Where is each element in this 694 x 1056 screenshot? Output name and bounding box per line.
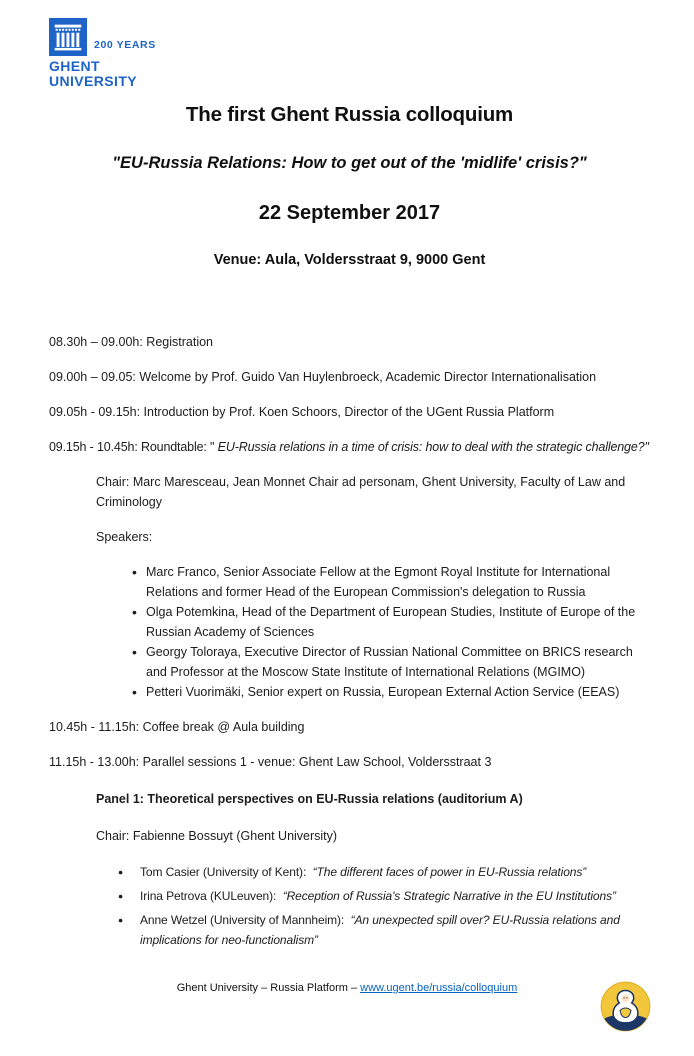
- panel-speaker-paper-title: “The different faces of power in EU-Russia relations”: [312, 864, 587, 879]
- colloquium-theme: "EU-Russia Relations: How to get out of the 'midlife' crisis?": [112, 153, 587, 172]
- colloquium-link[interactable]: www.ugent.be/russia/colloquium: [360, 982, 518, 994]
- roundtable-quote: EU-Russia relations in a time of crisis: how to deal with the strategic challenge?": [217, 439, 649, 454]
- russia-platform-matryoshka-icon: [599, 980, 652, 1033]
- panel-speaker-name: Irina Petrova (KULeuven):: [140, 888, 277, 903]
- event-venue: Venue: Aula, Voldersstraat 9, 9000 Gent: [213, 251, 486, 268]
- panel-speaker-name: Anne Wetzel (University of Mannheim):: [140, 912, 345, 927]
- schedule-line-welcome: 09.00h – 09.05: Welcome by Prof. Guido Van Huylenbroeck, Academic Director Internationalisation: [49, 369, 597, 384]
- speaker-item: • Marc Franco, Senior Associate Fellow at the Egmont Royal Institute for International Relations and former Head of the European Commission's delegation to Russia: [131, 562, 636, 602]
- page-footer: [0, 982, 694, 994]
- panel-speaker-paper-title: “An unexpected spill over? EU-Russia relations and implications for neo-functionalism”: [140, 912, 620, 947]
- speakers-list: [49, 562, 650, 702]
- event-date: 22 September 2017: [258, 201, 441, 224]
- panel-speaker-item: [118, 910, 628, 950]
- panel1-title: Panel 1: Theoretical perspectives on EU-Russia relations (auditorium A): [96, 791, 523, 806]
- programme-schedule: [49, 332, 650, 950]
- roundtable-prefix: 09.15h - 10.45h: Roundtable: ": [49, 439, 218, 454]
- speaker-item: • Olga Potemkina, Head of the Department of European Studies, Institute of Europe of the Russian Academy of Sciences: [131, 602, 636, 642]
- speakers-label: Speakers:: [96, 529, 153, 544]
- panel-speaker-item: [118, 862, 628, 882]
- schedule-line-registration: 08.30h – 09.00h: Registration: [49, 334, 214, 349]
- speaker-item: • Georgy Toloraya, Executive Director of Russian National Committee on BRICS research and Professor at the Moscow State Institute of International Relations (MGIMO): [131, 642, 636, 682]
- panel-speaker-name: Tom Casier (University of Kent):: [140, 864, 307, 879]
- speaker-item: • Petteri Vuorimäki, Senior expert on Russia, European External Action Service (EEAS): [131, 682, 636, 702]
- panel-speaker-paper-title: “Reception of Russia's Strategic Narrative in the EU Institutions”: [282, 888, 616, 903]
- schedule-line-coffee-break: 10.45h - 11.15h: Coffee break @ Aula building: [49, 719, 305, 734]
- panel-speaker-item: [118, 886, 628, 906]
- logo-wordmark: [49, 59, 156, 88]
- panel1-speakers-list: [49, 862, 650, 950]
- logo-name-line1: GHENT: [49, 58, 100, 74]
- logo-years-label: 200 YEARS: [94, 39, 156, 51]
- schedule-line-parallel-sessions: 11.15h - 13.00h: Parallel sessions 1 - venue: Ghent Law School, Voldersstraat 3: [49, 754, 492, 769]
- ugent-building-icon: [49, 18, 87, 56]
- schedule-line-roundtable: [49, 437, 650, 457]
- panel1-chair: Chair: Fabienne Bossuyt (Ghent University): [96, 828, 338, 843]
- schedule-line-introduction: 09.05h - 09.15h: Introduction by Prof. Koen Schoors, Director of the UGent Russia Platform: [49, 404, 555, 419]
- logo-name-line2: UNIVERSITY: [49, 72, 138, 89]
- footer-text: Ghent University – Russia Platform –: [176, 982, 361, 994]
- page-title: The first Ghent Russia colloquium: [185, 102, 514, 126]
- roundtable-chair: Chair: Marc Maresceau, Jean Monnet Chair ad personam, Ghent University, Faculty of Law and Criminology: [96, 474, 626, 509]
- ghent-university-logo: [49, 18, 156, 88]
